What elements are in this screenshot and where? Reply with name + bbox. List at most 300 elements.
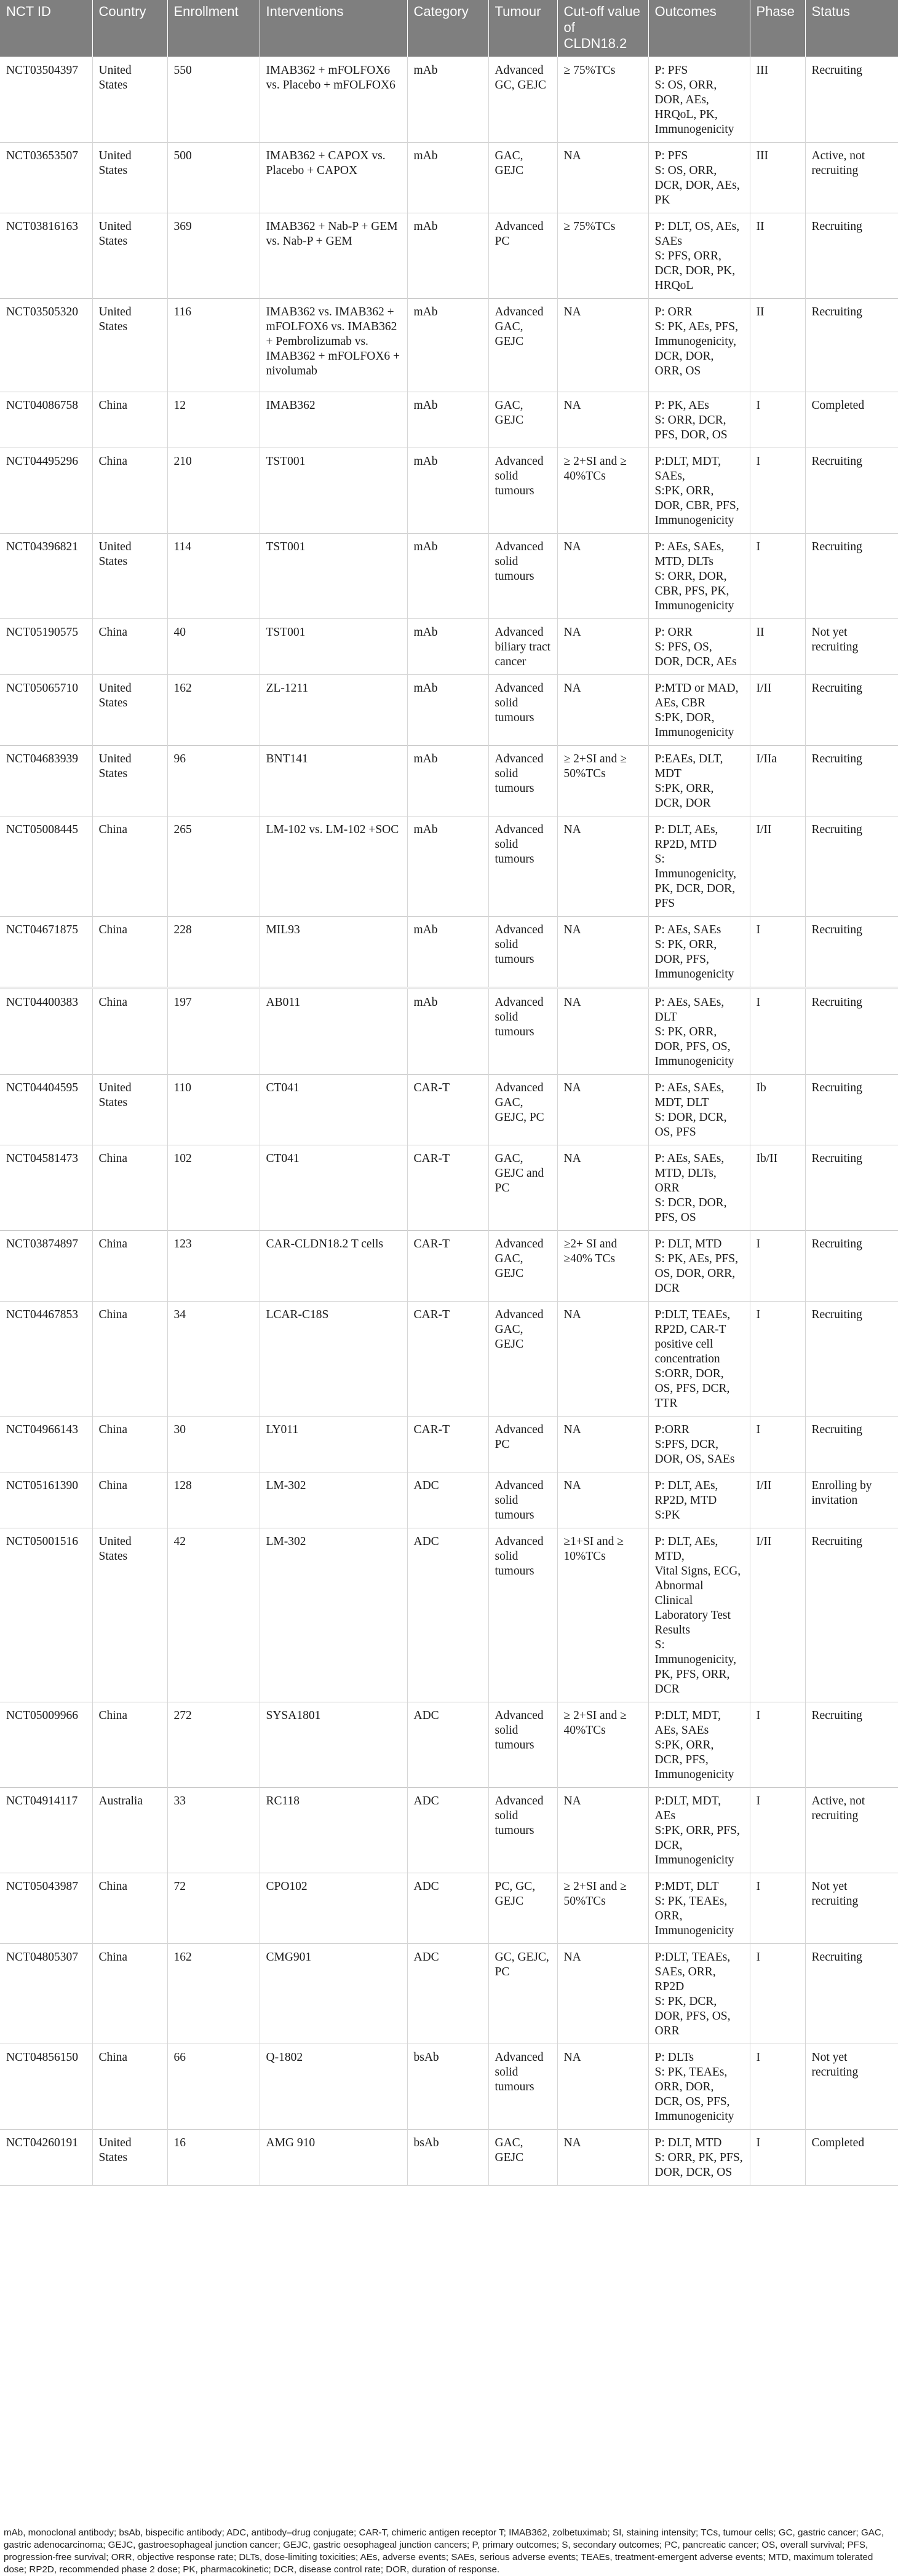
cell-country: China bbox=[92, 392, 167, 448]
cell-nct: NCT03504397 bbox=[0, 57, 92, 142]
column-header: NCT ID bbox=[0, 0, 92, 57]
cell-status: Active, not recruiting bbox=[805, 1787, 898, 1873]
cell-enrollment: 197 bbox=[167, 988, 260, 1075]
cell-outcomes: P: AEs, SAEs, DLT S: PK, ORR, DOR, PFS, OS, Immunogenicity bbox=[648, 988, 750, 1075]
cell-interventions: IMAB362 + Nab-P + GEM vs. Nab-P + GEM bbox=[260, 213, 407, 298]
cell-country: China bbox=[92, 816, 167, 916]
cell-outcomes: P: PFS S: OS, ORR, DCR, DOR, AEs, PK bbox=[648, 142, 750, 213]
cell-phase: I/II bbox=[750, 1528, 805, 1702]
cell-tumour: Advanced solid tumours bbox=[488, 533, 557, 618]
cell-category: mAb bbox=[407, 298, 488, 392]
cell-nct: NCT05190575 bbox=[0, 618, 92, 674]
table-row bbox=[0, 1528, 898, 1702]
cell-nct: NCT04805307 bbox=[0, 1943, 92, 2044]
cell-cutoff: NA bbox=[557, 392, 648, 448]
cell-phase: I bbox=[750, 1230, 805, 1301]
cell-cutoff: NA bbox=[557, 1472, 648, 1528]
cell-category: bsAb bbox=[407, 2044, 488, 2129]
cell-cutoff: NA bbox=[557, 1301, 648, 1416]
cell-tumour: PC, GC, GEJC bbox=[488, 1873, 557, 1943]
cell-category: CAR-T bbox=[407, 1301, 488, 1416]
cell-tumour: Advanced GAC, GEJC bbox=[488, 298, 557, 392]
cell-status: Recruiting bbox=[805, 1230, 898, 1301]
cell-tumour: GAC, GEJC bbox=[488, 2129, 557, 2185]
table-row bbox=[0, 1416, 898, 1472]
cell-country: China bbox=[92, 1873, 167, 1943]
cell-interventions: BNT141 bbox=[260, 745, 407, 816]
cell-cutoff: ≥ 2+SI and ≥ 40%TCs bbox=[557, 1702, 648, 1787]
table-row bbox=[0, 2129, 898, 2185]
cell-cutoff: NA bbox=[557, 142, 648, 213]
table-row bbox=[0, 916, 898, 988]
cell-phase: II bbox=[750, 298, 805, 392]
cell-country: China bbox=[92, 1943, 167, 2044]
cell-outcomes: P: DLT, MTD S: PK, AEs, PFS, OS, DOR, ORR, DCR bbox=[648, 1230, 750, 1301]
cell-outcomes: P: AEs, SAEs, MTD, DLTs, ORR S: DCR, DOR, PFS, OS bbox=[648, 1145, 750, 1230]
table-body bbox=[0, 57, 898, 2185]
table-row bbox=[0, 448, 898, 533]
table-row bbox=[0, 1873, 898, 1943]
cell-status: Recruiting bbox=[805, 674, 898, 745]
cell-cutoff: NA bbox=[557, 1787, 648, 1873]
cell-phase: I bbox=[750, 1702, 805, 1787]
cell-cutoff: NA bbox=[557, 1943, 648, 2044]
column-header: Enrollment bbox=[167, 0, 260, 57]
cell-tumour: Advanced solid tumours bbox=[488, 1528, 557, 1702]
cell-enrollment: 272 bbox=[167, 1702, 260, 1787]
cell-enrollment: 33 bbox=[167, 1787, 260, 1873]
table-row bbox=[0, 533, 898, 618]
cell-phase: I bbox=[750, 1301, 805, 1416]
cell-interventions: LM-302 bbox=[260, 1472, 407, 1528]
cell-country: China bbox=[92, 448, 167, 533]
cell-category: mAb bbox=[407, 57, 488, 142]
cell-category: ADC bbox=[407, 1787, 488, 1873]
cell-country: China bbox=[92, 988, 167, 1075]
cell-category: ADC bbox=[407, 1943, 488, 2044]
cell-country: China bbox=[92, 1472, 167, 1528]
cell-interventions: IMAB362 + CAPOX vs. Placebo + CAPOX bbox=[260, 142, 407, 213]
cell-outcomes: P:MTD or MAD, AEs, CBR S:PK, DOR, Immunogenicity bbox=[648, 674, 750, 745]
cell-category: ADC bbox=[407, 1528, 488, 1702]
cell-outcomes: P: ORR S: PK, AEs, PFS, Immunogenicity, DCR, DOR, ORR, OS bbox=[648, 298, 750, 392]
cell-cutoff: ≥ 2+SI and ≥ 50%TCs bbox=[557, 1873, 648, 1943]
cell-enrollment: 162 bbox=[167, 1943, 260, 2044]
table-row bbox=[0, 988, 898, 1075]
cell-country: United States bbox=[92, 2129, 167, 2185]
cell-category: CAR-T bbox=[407, 1416, 488, 1472]
table-row bbox=[0, 674, 898, 745]
cell-status: Recruiting bbox=[805, 448, 898, 533]
column-header: Cut-off value of CLDN18.2 bbox=[557, 0, 648, 57]
cell-country: China bbox=[92, 1416, 167, 1472]
cell-enrollment: 42 bbox=[167, 1528, 260, 1702]
cell-phase: II bbox=[750, 618, 805, 674]
table-row bbox=[0, 1787, 898, 1873]
cell-cutoff: ≥1+SI and ≥ 10%TCs bbox=[557, 1528, 648, 1702]
cell-country: Australia bbox=[92, 1787, 167, 1873]
cell-country: United States bbox=[92, 1074, 167, 1145]
cell-nct: NCT04966143 bbox=[0, 1416, 92, 1472]
cell-nct: NCT04581473 bbox=[0, 1145, 92, 1230]
table-row bbox=[0, 1702, 898, 1787]
table-row bbox=[0, 816, 898, 916]
cell-enrollment: 162 bbox=[167, 674, 260, 745]
cell-nct: NCT04683939 bbox=[0, 745, 92, 816]
cell-enrollment: 16 bbox=[167, 2129, 260, 2185]
cell-phase: I/II bbox=[750, 1472, 805, 1528]
cell-country: China bbox=[92, 916, 167, 988]
table-row bbox=[0, 213, 898, 298]
cell-interventions: MIL93 bbox=[260, 916, 407, 988]
cell-interventions: ZL-1211 bbox=[260, 674, 407, 745]
cell-enrollment: 265 bbox=[167, 816, 260, 916]
cell-outcomes: P: AEs, SAEs, MTD, DLTs S: ORR, DOR, CBR, PFS, PK, Immunogenicity bbox=[648, 533, 750, 618]
cell-outcomes: P:EAEs, DLT, MDT S:PK, ORR, DCR, DOR bbox=[648, 745, 750, 816]
cell-interventions: TST001 bbox=[260, 448, 407, 533]
cell-tumour: Advanced GC, GEJC bbox=[488, 57, 557, 142]
cell-outcomes: P: ORR S: PFS, OS, DOR, DCR, AEs bbox=[648, 618, 750, 674]
cell-nct: NCT04396821 bbox=[0, 533, 92, 618]
cell-interventions: CAR-CLDN18.2 T cells bbox=[260, 1230, 407, 1301]
cell-status: Recruiting bbox=[805, 816, 898, 916]
cell-nct: NCT05065710 bbox=[0, 674, 92, 745]
cell-tumour: Advanced solid tumours bbox=[488, 448, 557, 533]
cell-country: China bbox=[92, 2044, 167, 2129]
cell-nct: NCT04260191 bbox=[0, 2129, 92, 2185]
cell-tumour: Advanced solid tumours bbox=[488, 1702, 557, 1787]
cell-enrollment: 30 bbox=[167, 1416, 260, 1472]
cell-phase: I bbox=[750, 916, 805, 988]
cell-phase: I bbox=[750, 448, 805, 533]
cell-interventions: LY011 bbox=[260, 1416, 407, 1472]
cell-enrollment: 500 bbox=[167, 142, 260, 213]
cell-outcomes: P: DLT, MTD S: ORR, PK, PFS, DOR, DCR, OS bbox=[648, 2129, 750, 2185]
cell-enrollment: 96 bbox=[167, 745, 260, 816]
cell-phase: I/IIa bbox=[750, 745, 805, 816]
cell-phase: III bbox=[750, 57, 805, 142]
cell-outcomes: P: DLT, AEs, MTD, Vital Signs, ECG, Abnormal Clinical Laboratory Test Results S: Immunogenicity, PK, PFS, ORR, DCR bbox=[648, 1528, 750, 1702]
cell-phase: II bbox=[750, 213, 805, 298]
cell-enrollment: 34 bbox=[167, 1301, 260, 1416]
column-header: Interventions bbox=[260, 0, 407, 57]
column-header: Tumour bbox=[488, 0, 557, 57]
cell-cutoff: ≥ 2+SI and ≥ 40%TCs bbox=[557, 448, 648, 533]
cell-outcomes: P: AEs, SAEs S: PK, ORR, DOR, PFS, Immunogenicity bbox=[648, 916, 750, 988]
cell-outcomes: P:DLT, MDT, AEs, SAEs S:PK, ORR, DCR, PFS, Immunogenicity bbox=[648, 1702, 750, 1787]
cell-phase: III bbox=[750, 142, 805, 213]
cell-country: United States bbox=[92, 142, 167, 213]
cell-status: Completed bbox=[805, 392, 898, 448]
cell-cutoff: NA bbox=[557, 1074, 648, 1145]
cell-interventions: CT041 bbox=[260, 1145, 407, 1230]
cell-status: Not yet recruiting bbox=[805, 618, 898, 674]
cell-cutoff: NA bbox=[557, 1145, 648, 1230]
table-row bbox=[0, 745, 898, 816]
cell-nct: NCT05043987 bbox=[0, 1873, 92, 1943]
cell-status: Recruiting bbox=[805, 1702, 898, 1787]
cell-category: mAb bbox=[407, 745, 488, 816]
cell-cutoff: ≥ 75%TCs bbox=[557, 213, 648, 298]
cell-cutoff: NA bbox=[557, 674, 648, 745]
cell-tumour: Advanced solid tumours bbox=[488, 1787, 557, 1873]
cell-interventions: IMAB362 bbox=[260, 392, 407, 448]
table-row bbox=[0, 1074, 898, 1145]
table-row bbox=[0, 57, 898, 142]
cell-tumour: Advanced solid tumours bbox=[488, 916, 557, 988]
cell-cutoff: NA bbox=[557, 533, 648, 618]
cell-nct: NCT05008445 bbox=[0, 816, 92, 916]
cell-enrollment: 369 bbox=[167, 213, 260, 298]
header-row bbox=[0, 0, 898, 57]
cell-tumour: Advanced GAC, GEJC bbox=[488, 1301, 557, 1416]
cell-status: Active, not recruiting bbox=[805, 142, 898, 213]
cell-interventions: TST001 bbox=[260, 618, 407, 674]
cell-status: Recruiting bbox=[805, 1074, 898, 1145]
table-footnote: mAb, monoclonal antibody; bsAb, bispecific antibody; ADC, antibody–drug conjugate; CAR-T, chimeric antigen receptor T; IMAB362, zolbetuximab; SI, staining intensity; TCs, tumour cells; GC, gastric cancer; GAC, gastric adenocarcinoma; GEJC, gastroesophageal junction cancer; GEJC, gastric oesophageal junction cancers; P, primary outcomes; S, secondary outcomes; PC, pancreatic cancer; OS, overall survival; PFS, progression-free survival; ORR, objective response rate; DLTs, dose-limiting toxicities; AEs, adverse events; SAEs, serious adverse events; TEAEs, treatment-emergent adverse events; MTD, maximum tolerated dose; RP2D, recommended phase 2 dose; PK, pharmacokinetic; DCR, disease control rate; DOR, duration of response. bbox=[4, 2527, 884, 2575]
cell-cutoff: ≥ 75%TCs bbox=[557, 57, 648, 142]
column-header: Status bbox=[805, 0, 898, 57]
cell-category: bsAb bbox=[407, 2129, 488, 2185]
cell-country: China bbox=[92, 1702, 167, 1787]
cell-enrollment: 210 bbox=[167, 448, 260, 533]
cell-outcomes: P:MDT, DLT S: PK, TEAEs, ORR, Immunogenicity bbox=[648, 1873, 750, 1943]
cell-phase: I bbox=[750, 1787, 805, 1873]
cell-tumour: GAC, GEJC and PC bbox=[488, 1145, 557, 1230]
cell-outcomes: P: DLT, OS, AEs, SAEs S: PFS, ORR, DCR, DOR, PK, HRQoL bbox=[648, 213, 750, 298]
table-row bbox=[0, 1230, 898, 1301]
cell-country: China bbox=[92, 1145, 167, 1230]
cell-cutoff: NA bbox=[557, 1416, 648, 1472]
cell-tumour: Advanced GAC, GEJC, PC bbox=[488, 1074, 557, 1145]
cell-tumour: Advanced PC bbox=[488, 213, 557, 298]
cell-country: United States bbox=[92, 1528, 167, 1702]
cell-interventions: RC118 bbox=[260, 1787, 407, 1873]
cell-outcomes: P: PK, AEs S: ORR, DCR, PFS, DOR, OS bbox=[648, 392, 750, 448]
cell-status: Recruiting bbox=[805, 745, 898, 816]
cell-nct: NCT04400383 bbox=[0, 988, 92, 1075]
table-row bbox=[0, 1301, 898, 1416]
cell-tumour: GAC, GEJC bbox=[488, 142, 557, 213]
cell-outcomes: P:DLT, TEAEs, SAEs, ORR, RP2D S: PK, DCR, DOR, PFS, OS, ORR bbox=[648, 1943, 750, 2044]
cell-tumour: Advanced solid tumours bbox=[488, 2044, 557, 2129]
cell-country: China bbox=[92, 1230, 167, 1301]
cell-tumour: Advanced GAC, GEJC bbox=[488, 1230, 557, 1301]
cell-category: CAR-T bbox=[407, 1230, 488, 1301]
cell-status: Recruiting bbox=[805, 1528, 898, 1702]
cell-country: China bbox=[92, 1301, 167, 1416]
cell-country: United States bbox=[92, 533, 167, 618]
cell-enrollment: 123 bbox=[167, 1230, 260, 1301]
cell-phase: I bbox=[750, 2044, 805, 2129]
cell-interventions: TST001 bbox=[260, 533, 407, 618]
cell-category: CAR-T bbox=[407, 1074, 488, 1145]
table-row bbox=[0, 2044, 898, 2129]
cell-interventions: CT041 bbox=[260, 1074, 407, 1145]
cell-enrollment: 110 bbox=[167, 1074, 260, 1145]
cell-phase: I bbox=[750, 1943, 805, 2044]
cell-outcomes: P: DLT, AEs, RP2D, MTD S: Immunogenicity, PK, DCR, DOR, PFS bbox=[648, 816, 750, 916]
cell-phase: I/II bbox=[750, 816, 805, 916]
cell-category: mAb bbox=[407, 618, 488, 674]
cell-phase: I bbox=[750, 392, 805, 448]
cell-outcomes: P: PFS S: OS, ORR, DOR, AEs, HRQoL, PK, Immunogenicity bbox=[648, 57, 750, 142]
cell-cutoff: ≥ 2+SI and ≥ 50%TCs bbox=[557, 745, 648, 816]
cell-nct: NCT04671875 bbox=[0, 916, 92, 988]
table-row bbox=[0, 392, 898, 448]
cell-interventions: LM-302 bbox=[260, 1528, 407, 1702]
cell-nct: NCT05009966 bbox=[0, 1702, 92, 1787]
cell-status: Recruiting bbox=[805, 1301, 898, 1416]
cell-nct: NCT04404595 bbox=[0, 1074, 92, 1145]
cell-outcomes: P: DLTs S: PK, TEAEs, ORR, DOR, DCR, OS, PFS, Immunogenicity bbox=[648, 2044, 750, 2129]
cell-tumour: Advanced solid tumours bbox=[488, 1472, 557, 1528]
cell-nct: NCT03505320 bbox=[0, 298, 92, 392]
cell-interventions: Q-1802 bbox=[260, 2044, 407, 2129]
cell-cutoff: NA bbox=[557, 2044, 648, 2129]
cell-enrollment: 12 bbox=[167, 392, 260, 448]
cell-tumour: Advanced biliary tract cancer bbox=[488, 618, 557, 674]
cell-phase: I/II bbox=[750, 674, 805, 745]
cell-enrollment: 72 bbox=[167, 1873, 260, 1943]
column-header: Outcomes bbox=[648, 0, 750, 57]
cell-status: Not yet recruiting bbox=[805, 1873, 898, 1943]
cell-category: ADC bbox=[407, 1702, 488, 1787]
cell-status: Recruiting bbox=[805, 1416, 898, 1472]
cell-status: Recruiting bbox=[805, 57, 898, 142]
cell-nct: NCT04914117 bbox=[0, 1787, 92, 1873]
cell-tumour: Advanced solid tumours bbox=[488, 745, 557, 816]
cell-enrollment: 128 bbox=[167, 1472, 260, 1528]
cell-country: United States bbox=[92, 298, 167, 392]
cell-tumour: Advanced solid tumours bbox=[488, 674, 557, 745]
cell-status: Enrolling by invitation bbox=[805, 1472, 898, 1528]
cell-category: mAb bbox=[407, 674, 488, 745]
cell-status: Recruiting bbox=[805, 1145, 898, 1230]
cell-status: Recruiting bbox=[805, 916, 898, 988]
cell-country: United States bbox=[92, 57, 167, 142]
cell-category: mAb bbox=[407, 448, 488, 533]
cell-category: mAb bbox=[407, 142, 488, 213]
cell-nct: NCT04495296 bbox=[0, 448, 92, 533]
column-header: Category bbox=[407, 0, 488, 57]
table-row bbox=[0, 142, 898, 213]
cell-country: United States bbox=[92, 745, 167, 816]
column-header: Country bbox=[92, 0, 167, 57]
cell-nct: NCT03816163 bbox=[0, 213, 92, 298]
cell-enrollment: 40 bbox=[167, 618, 260, 674]
cell-enrollment: 228 bbox=[167, 916, 260, 988]
cell-outcomes: P:DLT, MDT, SAEs, S:PK, ORR, DOR, CBR, PFS, Immunogenicity bbox=[648, 448, 750, 533]
cell-cutoff: NA bbox=[557, 618, 648, 674]
cell-nct: NCT05001516 bbox=[0, 1528, 92, 1702]
cell-cutoff: NA bbox=[557, 2129, 648, 2185]
cell-category: mAb bbox=[407, 916, 488, 988]
cell-outcomes: P: DLT, AEs, RP2D, MTD S:PK bbox=[648, 1472, 750, 1528]
cell-status: Recruiting bbox=[805, 988, 898, 1075]
cell-status: Completed bbox=[805, 2129, 898, 2185]
cell-status: Not yet recruiting bbox=[805, 2044, 898, 2129]
table-row bbox=[0, 1145, 898, 1230]
cell-status: Recruiting bbox=[805, 298, 898, 392]
cell-phase: I bbox=[750, 1416, 805, 1472]
cell-outcomes: P:ORR S:PFS, DCR, DOR, OS, SAEs bbox=[648, 1416, 750, 1472]
cell-interventions: SYSA1801 bbox=[260, 1702, 407, 1787]
cell-interventions: AB011 bbox=[260, 988, 407, 1075]
cell-interventions: LM-102 vs. LM-102 +SOC bbox=[260, 816, 407, 916]
cell-outcomes: P:DLT, MDT, AEs S:PK, ORR, PFS, DCR, Immunogenicity bbox=[648, 1787, 750, 1873]
cell-nct: NCT05161390 bbox=[0, 1472, 92, 1528]
cell-phase: I bbox=[750, 533, 805, 618]
cell-enrollment: 66 bbox=[167, 2044, 260, 2129]
table-row bbox=[0, 618, 898, 674]
cell-enrollment: 550 bbox=[167, 57, 260, 142]
cell-nct: NCT03874897 bbox=[0, 1230, 92, 1301]
cell-phase: Ib/II bbox=[750, 1145, 805, 1230]
cell-interventions: CMG901 bbox=[260, 1943, 407, 2044]
cell-category: CAR-T bbox=[407, 1145, 488, 1230]
cell-phase: I bbox=[750, 1873, 805, 1943]
cell-phase: I bbox=[750, 988, 805, 1075]
cell-interventions: IMAB362 + mFOLFOX6 vs. Placebo + mFOLFOX6 bbox=[260, 57, 407, 142]
cell-country: United States bbox=[92, 674, 167, 745]
table-row bbox=[0, 298, 898, 392]
cell-category: mAb bbox=[407, 988, 488, 1075]
cell-interventions: IMAB362 vs. IMAB362 + mFOLFOX6 vs. IMAB362 + Pembrolizumab vs. IMAB362 + mFOLFOX6 + nivolumab bbox=[260, 298, 407, 392]
cell-cutoff: ≥2+ SI and ≥40% TCs bbox=[557, 1230, 648, 1301]
cell-category: ADC bbox=[407, 1873, 488, 1943]
cell-status: Recruiting bbox=[805, 213, 898, 298]
cell-nct: NCT04086758 bbox=[0, 392, 92, 448]
cell-tumour: GC, GEJC, PC bbox=[488, 1943, 557, 2044]
cell-interventions: LCAR-C18S bbox=[260, 1301, 407, 1416]
cell-cutoff: NA bbox=[557, 816, 648, 916]
cell-nct: NCT04467853 bbox=[0, 1301, 92, 1416]
cell-outcomes: P:DLT, TEAEs, RP2D, CAR-T positive cell concentration S:ORR, DOR, OS, PFS, DCR, TTR bbox=[648, 1301, 750, 1416]
cell-country: United States bbox=[92, 213, 167, 298]
cell-interventions: AMG 910 bbox=[260, 2129, 407, 2185]
cell-phase: I bbox=[750, 2129, 805, 2185]
cell-tumour: Advanced PC bbox=[488, 1416, 557, 1472]
table-row bbox=[0, 1943, 898, 2044]
cell-category: mAb bbox=[407, 816, 488, 916]
cell-nct: NCT03653507 bbox=[0, 142, 92, 213]
cell-tumour: Advanced solid tumours bbox=[488, 816, 557, 916]
cell-outcomes: P: AEs, SAEs, MDT, DLT S: DOR, DCR, OS, PFS bbox=[648, 1074, 750, 1145]
cell-enrollment: 116 bbox=[167, 298, 260, 392]
cell-status: Recruiting bbox=[805, 1943, 898, 2044]
cell-category: mAb bbox=[407, 213, 488, 298]
cell-tumour: GAC, GEJC bbox=[488, 392, 557, 448]
table-header bbox=[0, 0, 898, 57]
cell-cutoff: NA bbox=[557, 988, 648, 1075]
cell-tumour: Advanced solid tumours bbox=[488, 988, 557, 1075]
cell-enrollment: 114 bbox=[167, 533, 260, 618]
cell-cutoff: NA bbox=[557, 916, 648, 988]
cell-category: mAb bbox=[407, 533, 488, 618]
column-header: Phase bbox=[750, 0, 805, 57]
table-row bbox=[0, 1472, 898, 1528]
cell-cutoff: NA bbox=[557, 298, 648, 392]
cell-category: mAb bbox=[407, 392, 488, 448]
cell-phase: Ib bbox=[750, 1074, 805, 1145]
cell-enrollment: 102 bbox=[167, 1145, 260, 1230]
cell-status: Recruiting bbox=[805, 533, 898, 618]
cell-category: ADC bbox=[407, 1472, 488, 1528]
cell-nct: NCT04856150 bbox=[0, 2044, 92, 2129]
cell-interventions: CPO102 bbox=[260, 1873, 407, 1943]
cell-country: China bbox=[92, 618, 167, 674]
